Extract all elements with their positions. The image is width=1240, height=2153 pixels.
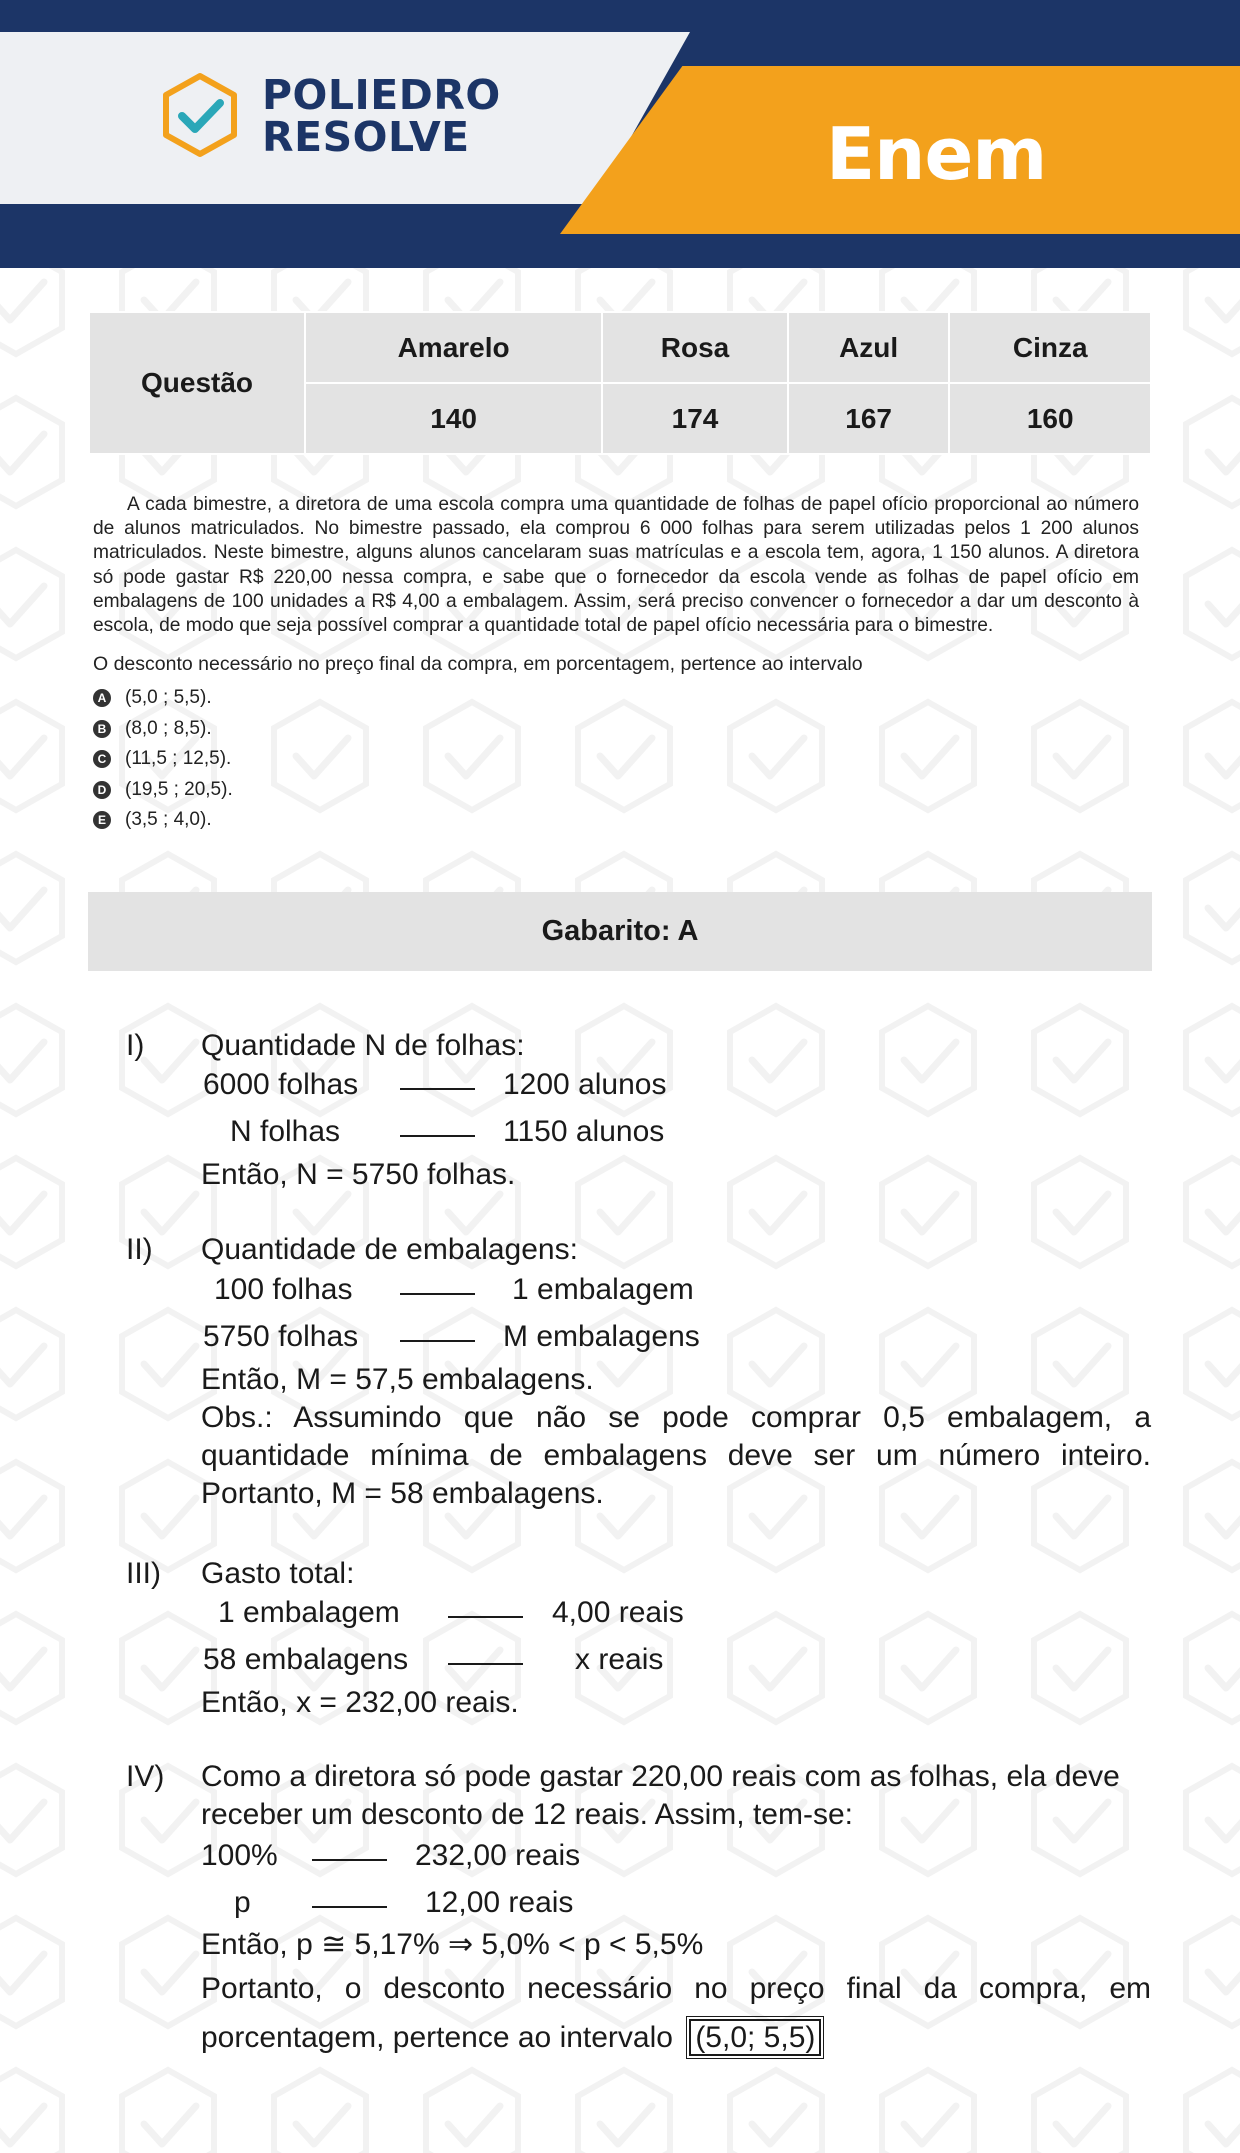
proportion-dash [312, 1906, 387, 1908]
option-letter-icon: D [93, 781, 111, 799]
table-header-cell: Amarelo [305, 312, 602, 383]
observation-line: Portanto, M = 58 embalagens. [201, 1477, 604, 1510]
proportion-right: 12,00 reais [425, 1886, 574, 1919]
option-text: (19,5 ; 20,5). [125, 778, 233, 800]
step-result: Então, p ≅ 5,17% ⇒ 5,0% < p < 5,5% [201, 1928, 704, 1961]
table-value-cell: 174 [602, 383, 788, 454]
proportion-right: 232,00 reais [415, 1839, 581, 1872]
option-letter-icon: A [93, 689, 111, 707]
observation-paragraph [201, 1399, 1151, 1513]
proportion-left: p [234, 1886, 251, 1919]
proportion-dash [448, 1616, 523, 1618]
table-value-cell: 160 [949, 383, 1151, 454]
proportion-left: 6000 folhas [203, 1068, 359, 1101]
proportion-left: 100% [201, 1839, 278, 1872]
table-value-cell: 167 [788, 383, 950, 454]
step-text: receber um desconto de 12 reais. Assim, tem-se: [201, 1798, 853, 1831]
option-b [93, 714, 233, 745]
conclusion-line-1 [201, 1970, 1151, 2008]
step-title: Gasto total: [201, 1557, 355, 1590]
proportion-right: 4,00 reais [552, 1596, 684, 1629]
option-e [93, 805, 233, 836]
final-answer-box: (5,0; 5,5) [689, 2019, 821, 2056]
option-text: (5,0 ; 5,5). [125, 687, 212, 709]
proportion-dash [400, 1340, 475, 1342]
table-value-cell: 140 [305, 383, 602, 454]
proportion-dash [400, 1088, 475, 1090]
option-letter-icon: C [93, 750, 111, 768]
brand-line-1: POLIEDRO [262, 71, 501, 119]
option-text: (11,5 ; 12,5). [125, 748, 232, 770]
option-c [93, 744, 233, 775]
proportion-left: N folhas [230, 1115, 341, 1148]
checkmark-badge-icon [160, 72, 240, 158]
option-letter-icon: E [93, 811, 111, 829]
proportion-left: 100 folhas [214, 1273, 353, 1306]
brand-logo [262, 71, 501, 161]
conclusion-line-2 [201, 2020, 821, 2056]
header-banner [0, 0, 1240, 268]
proportion-left: 1 embalagem [218, 1596, 400, 1629]
exam-title: Enem [826, 112, 1047, 196]
observation-line: quantidade mínima de embalagens deve ser um número inteiro. [201, 1439, 1151, 1472]
proportion-right: M embalagens [503, 1320, 700, 1353]
table-header-cell: Cinza [949, 312, 1151, 383]
step-number: III) [126, 1557, 161, 1590]
option-text: (3,5 ; 4,0). [125, 809, 212, 831]
question-statement [93, 493, 1139, 638]
table-label: Questão [89, 312, 305, 454]
option-letter-icon: B [93, 720, 111, 738]
proportion-dash [312, 1859, 387, 1861]
conclusion-text: Portanto, o desconto necessário no preço final da compra, em [201, 1972, 1151, 2005]
option-d [93, 775, 233, 806]
step-title: Quantidade N de folhas: [201, 1029, 525, 1062]
table-header-cell: Rosa [602, 312, 788, 383]
proportion-right: x reais [575, 1643, 664, 1676]
step-result: Então, N = 5750 folhas. [201, 1158, 516, 1191]
question-paragraph: A cada bimestre, a diretora de uma escola compra uma quantidade de folhas de papel ofício proporcional ao número de alunos matriculados. No bimestre passado, ela comprou 6 000 folhas para serem utilizadas pelos 1 200 alunos matriculados. Neste bimestre, alguns alunos cancelaram suas matrículas e a escola tem, agora, 1 150 alunos. A diretora só pode gastar R$ 220,00 nessa compra, e sabe que o fornecedor da escola vende as folhas de papel ofício em embalagens de 100 unidades a R$ 4,00 a embalagem. Assim, será preciso convencer o fornecedor a dar um desconto à escola, de modo que seja possível comprar a quantidade total de papel ofício necessária para o bimestre. [93, 494, 1139, 637]
step-result: Então, M = 57,5 embalagens. [201, 1363, 594, 1396]
step-number: I) [126, 1029, 145, 1062]
proportion-dash [400, 1293, 475, 1295]
question-number-table [88, 311, 1152, 455]
answer-key-banner: Gabarito: A [88, 892, 1152, 971]
conclusion-text: porcentagem, pertence ao intervalo [201, 2021, 673, 2054]
step-result: Então, x = 232,00 reais. [201, 1686, 519, 1719]
proportion-dash [400, 1135, 475, 1137]
brand-line-2: RESOLVE [262, 113, 470, 161]
observation-line: Obs.: Assumindo que não se pode comprar 0,5 embalagem, a [201, 1401, 1151, 1434]
option-text: (8,0 ; 8,5). [125, 717, 212, 739]
proportion-dash [448, 1663, 523, 1665]
proportion-left: 58 embalagens [203, 1643, 409, 1676]
step-title: Quantidade de embalagens: [201, 1233, 578, 1266]
proportion-right: 1 embalagem [512, 1273, 694, 1306]
proportion-right: 1150 alunos [503, 1115, 665, 1148]
step-number: II) [126, 1233, 153, 1266]
proportion-right: 1200 alunos [503, 1068, 667, 1101]
answer-options [93, 683, 233, 836]
option-a [93, 683, 233, 714]
proportion-left: 5750 folhas [203, 1320, 359, 1353]
question-prompt: O desconto necessário no preço final da compra, em porcentagem, pertence ao intervalo [93, 653, 863, 675]
step-number: IV) [126, 1760, 165, 1793]
step-text: Como a diretora só pode gastar 220,00 reais com as folhas, ela deve [201, 1760, 1120, 1793]
table-header-cell: Azul [788, 312, 950, 383]
